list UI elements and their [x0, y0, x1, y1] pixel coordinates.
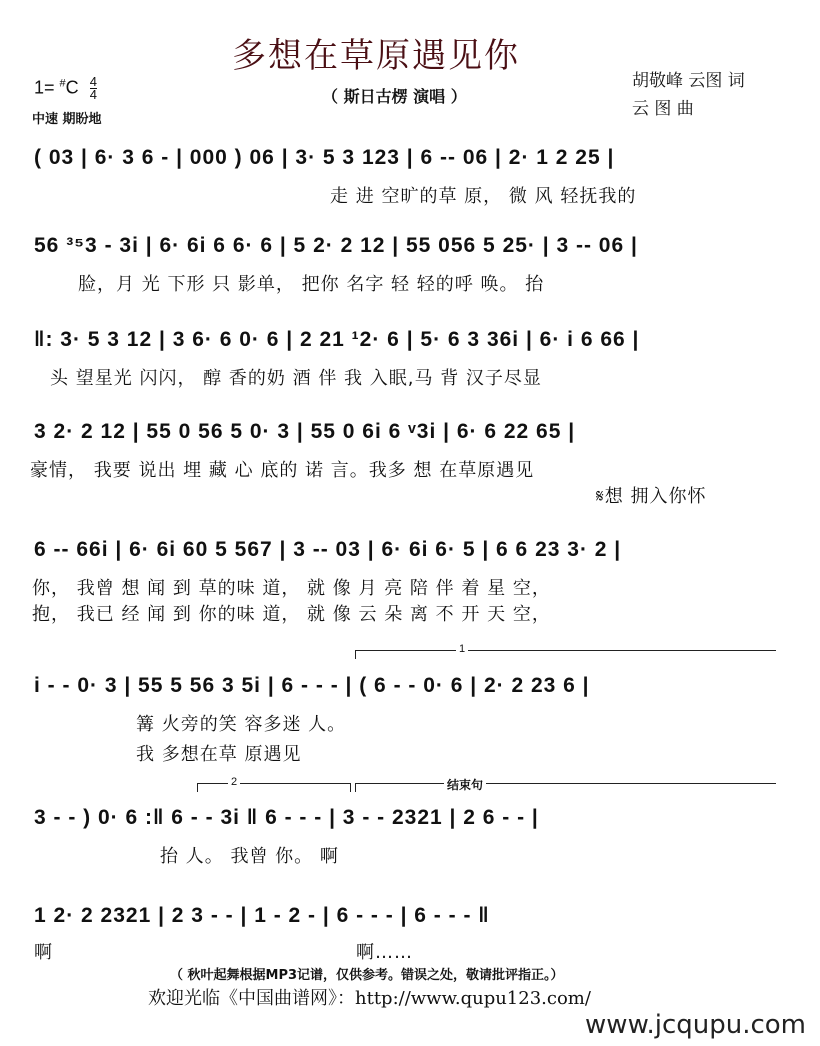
tempo-marking: 中速 期盼地 [32, 112, 102, 127]
lyric-line-2: 脸，月 光 下形 只 影单， 把你 名字 轻 轻的呼 唤。 抬 [78, 274, 545, 295]
volta-label-2: 2 [228, 776, 240, 788]
key-note: C [65, 77, 79, 98]
volta-label-1: 1 [456, 643, 468, 655]
score-line-5: 6 -- 66i | 6· 6i 60 5 567 | 3 -- 03 | 6· 6i 6· 5 | 6 6 23 3· 2 | [34, 538, 622, 561]
ending-label: 结束句 [444, 776, 486, 793]
key-signature [34, 76, 97, 101]
song-title: 多想在草原遇见你 [232, 36, 520, 76]
lyric-line-5b: 抱， 我已 经 闻 到 你的味 道， 就 像 云 朵 离 不 开 天 空， [32, 604, 551, 625]
lyric-line-6a: 篝 火旁的笑 容多迷 人。 [136, 714, 347, 735]
lyric-line-4a: 豪情， 我要 说出 埋 藏 心 底的 诺 言。我多 想 在草原遇见 [30, 460, 535, 481]
key-prefix: 1= [34, 77, 55, 98]
transcription-note: （ 秋叶起舞根据MP3记谱，仅供参考。错误之处，敬请批评指正。） [170, 968, 564, 983]
site-credit[interactable]: 欢迎光临《中国曲谱网》：http://www.qupu123.com/ [148, 988, 591, 1009]
lyric-line-3: 头 望星光 闪闪， 醇 香的奶 酒 伴 我 入眠,马 背 汉子尽显 [50, 368, 542, 389]
lyric-line-5a: 你， 我曾 想 闻 到 草的味 道， 就 像 月 亮 陪 伴 着 星 空， [32, 578, 551, 599]
time-denominator: 4 [89, 87, 97, 102]
score-line-8: 1 2· 2 2321 | 2 3 - - | 1 - 2 - | 6 - - - | 6 - - - ‖ [34, 904, 490, 927]
time-numerator: 4 [89, 74, 97, 89]
lyric-line-8a: 啊 [34, 942, 53, 963]
score-line-3: ‖: 3· 5 3 12 | 3 6· 6 0· 6 | 2 21 ¹2· 6 | 5· 6 3 36i | 6· i 6 66 | [34, 328, 640, 351]
singer-credit: （ 斯日古楞 演唱 ） [322, 87, 467, 106]
score-line-1: ( 03 | 6· 3 6 - | 000 ) 06 | 3· 5 3 123 | 6 -- 06 | 2· 1 2 25 | [34, 146, 615, 169]
score-line-6: i - - 0· 3 | 55 5 56 3 5i | 6 - - - | ( 6 - - 0· 6 | 2· 2 23 6 | [34, 674, 590, 697]
lyric-line-8b: 啊…… [356, 942, 413, 963]
score-line-2: 56 ³⁵3 - 3i | 6· 6i 6 6· 6 | 5 2· 2 12 | 55 056 5 25· | 3 -- 06 | [34, 234, 638, 257]
lyricist-credit: 胡敬峰 云图 词 [632, 71, 745, 91]
lyric-line-1: 走 进 空旷的草 原， 微 风 轻抚我的 [330, 186, 637, 207]
ending-bracket [355, 778, 776, 792]
composer-credit: 云 图 曲 [632, 99, 694, 119]
lyric-line-7: 抬 人。 我曾 你。 啊 [160, 846, 339, 867]
volta-bracket-1 [355, 643, 776, 659]
score-line-7: 3 - - ) 0· 6 :‖ 6 - - 3i ‖ 6 - - - | 3 - - 2321 | 2 6 - - | [34, 806, 539, 829]
time-signature [90, 76, 97, 101]
lyric-line-6b: 我 多想在草 原遇见 [136, 744, 302, 765]
score-line-4: 3 2· 2 12 | 55 0 56 5 0· 3 | 55 0 6i 6 ᵛ3i | 6· 6 22 65 | [34, 420, 576, 443]
lyric-line-4b: 𝄋想 拥入你怀 [596, 486, 707, 507]
watermark: www.jcqupu.com [585, 1010, 806, 1040]
volta-bracket-2 [197, 776, 351, 792]
sharp-icon: # [59, 77, 66, 90]
